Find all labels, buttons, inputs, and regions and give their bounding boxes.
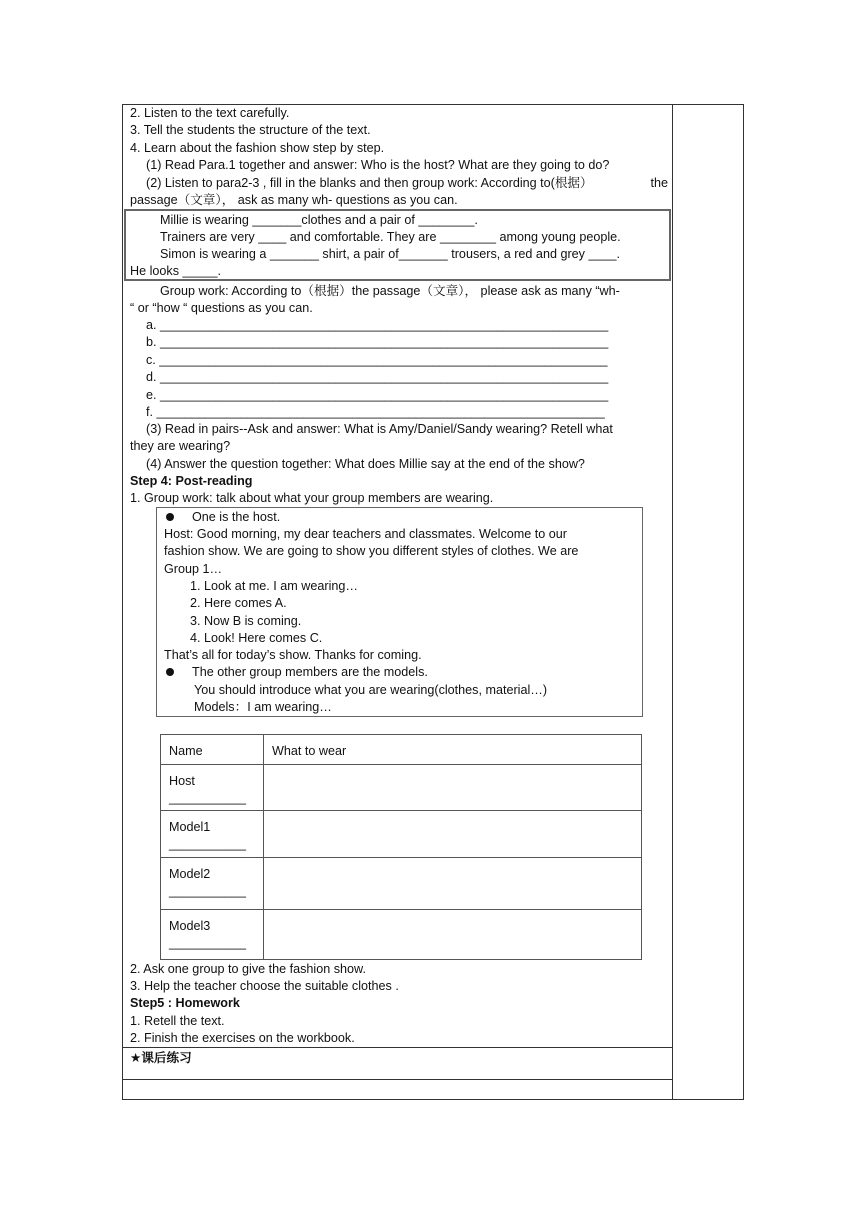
header-name: Name [161, 735, 264, 765]
question-2-line2: passage（文章）， ask as many wh- questions as you can. [130, 193, 458, 207]
step4-heading: Step 4: Post-reading [130, 474, 253, 488]
group-work-instruction: Group work: According to（根据）the passage（文章）， please ask as many “wh- [160, 284, 620, 298]
table-row [161, 811, 642, 858]
table-row [161, 858, 642, 910]
table-row [161, 765, 642, 811]
exercise-header: ★课后练习 [130, 1051, 192, 1065]
what-to-wear-table [160, 734, 642, 960]
row-divider-bottom [122, 1079, 672, 1080]
models-instruction: You should introduce what you are wearing(clothes, material…) [194, 683, 548, 697]
row-name-model1 [161, 811, 264, 858]
bullet-icon [166, 668, 174, 676]
row-name-model2 [161, 858, 264, 910]
host-line-1-text: Host: Good morning, my dear teachers and classmates. Welcome to our [164, 527, 567, 541]
script-step-2: 2. Here comes A. [190, 596, 287, 610]
row-value-cell[interactable] [264, 811, 642, 858]
question-2-line1 [146, 175, 668, 192]
host-line-2: fashion show. We are going to show you different styles of clothes. We are [164, 544, 579, 558]
question-line-b: b. ________________________________________________________________ [146, 335, 609, 349]
row-blank: ___________ [169, 837, 247, 851]
step5-item-2: 2. Finish the exercises on the workbook. [130, 1031, 355, 1045]
row-label: Model2 [169, 867, 211, 881]
script-step-3: 3. Now B is coming. [190, 614, 302, 628]
script-closing: That’s all for today’s show. Thanks for coming. [164, 648, 422, 662]
step4-item-2: 2. Ask one group to give the fashion show. [130, 962, 366, 976]
question-2-text: (2) Listen to para2-3 , fill in the blanks and then group work: According to(根据） [146, 176, 593, 190]
row-label: Host [169, 774, 195, 788]
blank-sentence-1: Millie is wearing _______clothes and a pair of ________. [160, 213, 478, 227]
row-value-cell[interactable] [264, 858, 642, 910]
models-example: Models：I am wearing… [194, 700, 332, 714]
bullet-models-text: The other group members are the models. [192, 665, 428, 679]
table-header-row [161, 735, 642, 765]
procedure-item-3: 3. Tell the students the structure of the text. [130, 123, 371, 137]
row-name-model3 [161, 910, 264, 960]
question-3-cont: they are wearing? [130, 439, 231, 453]
bullet-icon [166, 513, 174, 521]
procedure-item-4: 4. Learn about the fashion show step by step. [130, 141, 385, 155]
script-step-1: 1. Look at me. I am wearing… [190, 579, 358, 593]
row-blank: ___________ [169, 791, 247, 805]
blank-sentence-3: Simon is wearing a _______ shirt, a pair of_______ trousers, a red and grey ____. [160, 247, 620, 261]
step4-item-1: 1. Group work: talk about what your group members are wearing. [130, 491, 494, 505]
question-2-end: the [650, 176, 668, 190]
row-divider-exercises [122, 1047, 672, 1048]
row-blank: ___________ [169, 884, 247, 898]
question-line-a: a. ________________________________________________________________ [146, 318, 609, 332]
procedure-item-2: 2. Listen to the text carefully. [130, 106, 290, 120]
question-line-d: d. ________________________________________________________________ [146, 370, 609, 384]
row-name-host [161, 765, 264, 811]
host-line-3: Group 1… [164, 562, 223, 576]
header-what-to-wear: What to wear [264, 735, 642, 765]
question-line-c: c. ________________________________________________________________ [146, 353, 608, 367]
question-1: (1) Read Para.1 together and answer: Who is the host? What are they going to do? [146, 158, 610, 172]
question-line-f: f. ________________________________________________________________ [146, 405, 605, 419]
row-label: Model1 [169, 820, 211, 834]
row-blank: ___________ [169, 936, 247, 950]
table-row [161, 910, 642, 960]
question-3: (3) Read in pairs--Ask and answer: What is Amy/Daniel/Sandy wearing? Retell what [146, 422, 613, 436]
row-value-cell[interactable] [264, 910, 642, 960]
question-4: (4) Answer the question together: What does Millie say at the end of the show? [146, 457, 585, 471]
host-line-1 [164, 526, 636, 543]
question-line-e: e. ________________________________________________________________ [146, 388, 609, 402]
bullet-host-text: One is the host. [192, 510, 281, 524]
blank-sentence-4: He looks _____. [130, 264, 222, 278]
row-value-cell[interactable] [264, 765, 642, 811]
step4-item-3: 3. Help the teacher choose the suitable clothes . [130, 979, 399, 993]
bullet-host [166, 509, 704, 526]
bullet-models [166, 664, 704, 681]
group-work-instruction-cont: “ or “how “ questions as you can. [130, 301, 313, 315]
step5-item-1: 1. Retell the text. [130, 1014, 225, 1028]
step5-heading: Step5 : Homework [130, 996, 240, 1010]
row-label: Model3 [169, 919, 211, 933]
blank-sentence-2: Trainers are very ____ and comfortable. They are ________ among young people. [160, 230, 621, 244]
script-step-4: 4. Look! Here comes C. [190, 631, 323, 645]
